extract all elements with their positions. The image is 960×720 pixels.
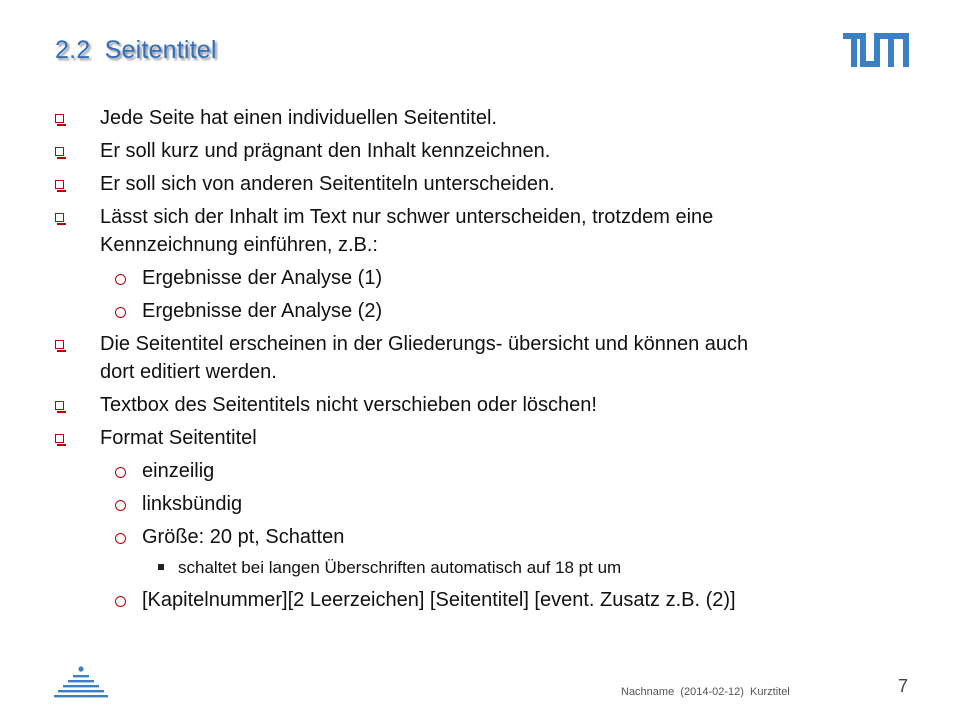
bullet-text-line: Ergebnisse der Analyse (2) (142, 300, 383, 322)
bullet-text (100, 424, 257, 452)
bullet-text (142, 586, 736, 614)
circle-bullet-icon (115, 307, 126, 318)
slide-title: 2.2 Seitentitel (55, 36, 217, 64)
bullet-text-line: Er soll sich von anderen Seitentiteln unterscheiden. (100, 173, 555, 195)
bullet-item-level-3 (48, 556, 928, 580)
square-bullet-icon (55, 340, 64, 349)
circle-bullet-icon (115, 467, 126, 478)
square-bullet-icon (55, 180, 64, 189)
bullet-text-line: linksbündig (142, 493, 243, 515)
bullet-text (100, 137, 550, 165)
bullet-text-line: [Kapitelnummer][2 Leerzeichen] [Seitentitel] [event. Zusatz z.B. (2)] (142, 589, 736, 611)
footer-text: Nachname (2014-02-12) Kurztitel (621, 686, 790, 698)
bullet-item-level-1 (48, 104, 928, 132)
bullet-text-line: Format Seitentitel (100, 427, 257, 449)
bullet-text (142, 490, 242, 518)
bullet-text-line: dort editiert werden. (100, 361, 277, 383)
bullet-item-level-1 (48, 391, 928, 419)
square-bullet-icon (55, 114, 64, 123)
bullet-text (100, 391, 597, 419)
bullet-text (178, 556, 621, 580)
bullet-item-level-1 (48, 170, 928, 198)
bullet-item-level-1 (48, 203, 928, 259)
bullet-text-line: einzeilig (142, 460, 215, 482)
circle-bullet-icon (115, 274, 126, 285)
bullet-item-level-1 (48, 424, 928, 452)
bullet-text (100, 170, 555, 198)
circle-bullet-icon (115, 533, 126, 544)
bullet-text-line: Größe: 20 pt, Schatten (142, 526, 345, 548)
stairs-logo-icon (54, 666, 108, 704)
bullet-item-level-2 (48, 297, 928, 325)
bullet-item-level-2 (48, 457, 928, 485)
square-bullet-icon (55, 147, 64, 156)
bullet-text-line: Ergebnisse der Analyse (1) (142, 267, 383, 289)
bullet-text-line: Die Seitentitel erscheinen in der Gliederungs- übersicht und können auch (100, 333, 749, 355)
bullet-item-level-2 (48, 264, 928, 292)
bullet-text (142, 457, 214, 485)
bullet-text-line: Kennzeichnung einführen, z.B.: (100, 234, 378, 256)
bullet-item-level-2 (48, 490, 928, 518)
bullet-text-line: Jede Seite hat einen individuellen Seitentitel. (100, 107, 497, 129)
tum-logo-icon (843, 33, 909, 67)
bullet-text (142, 264, 382, 292)
square-bullet-icon (55, 213, 64, 222)
bullet-text-line: Er soll kurz und prägnant den Inhalt kennzeichnen. (100, 140, 551, 162)
bullet-text (142, 523, 344, 551)
square-bullet-icon (55, 401, 64, 410)
bullet-text-line: Lässt sich der Inhalt im Text nur schwer unterscheiden, trotzdem eine (100, 206, 714, 228)
bullet-item-level-2 (48, 523, 928, 551)
circle-bullet-icon (115, 500, 126, 511)
bullet-text (142, 297, 382, 325)
page-number: 7 (898, 676, 909, 696)
filled-square-bullet-icon (158, 564, 164, 570)
bullet-item-level-1 (48, 330, 928, 386)
bullet-text (100, 104, 497, 132)
bullet-text (100, 330, 748, 386)
circle-bullet-icon (115, 596, 126, 607)
bullet-text (100, 203, 713, 259)
bullet-text-line: Textbox des Seitentitels nicht verschieben oder löschen! (100, 394, 597, 416)
bullet-list (48, 104, 928, 619)
bullet-item-level-1 (48, 137, 928, 165)
square-bullet-icon (55, 434, 64, 443)
bullet-text-line: schaltet bei langen Überschriften automatisch auf 18 pt um (178, 558, 622, 577)
bullet-item-level-2 (48, 586, 928, 614)
